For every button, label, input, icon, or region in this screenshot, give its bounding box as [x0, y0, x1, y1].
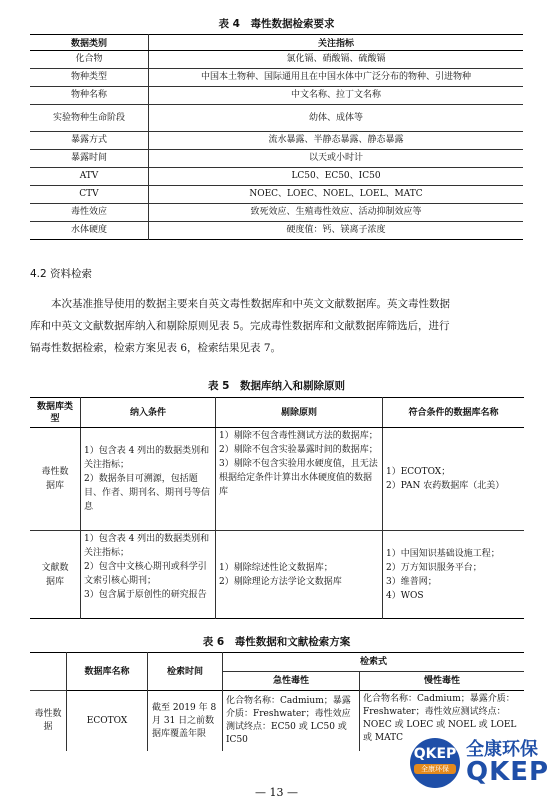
list-item-text: 1）剔除综述性论文数据库；: [219, 562, 333, 573]
table4-cell: 流水暴露、半静态暴露、静态暴露: [149, 132, 524, 150]
list-item: [219, 561, 379, 575]
list-item-text: 1）包含表 4 列出的数据类别和关注指标；: [84, 446, 210, 470]
section-heading: 4.2 资料检索: [30, 268, 93, 280]
list-item: [84, 444, 212, 472]
table5-caption: 表 5 数据库纳入和剔除原则: [208, 380, 345, 392]
table6-time-cell: 截至 2019 年 8 月 31 日之前数据库覆盖年限: [148, 691, 223, 752]
table4-cell: LC50、EC50、IC50: [149, 168, 524, 186]
list-item: [386, 561, 521, 575]
logo-chinese-text: 全康环保: [466, 739, 538, 760]
table5-header-names: 符合条件的数据库名称: [383, 398, 525, 428]
table4-cell: 暴露时间: [30, 150, 149, 168]
list-item: [84, 560, 212, 588]
table4-cell: 化合物: [30, 51, 149, 69]
qkep-logo: [410, 735, 553, 790]
table4-cell: 氯化镉、硝酸镉、硫酸镉: [149, 51, 524, 69]
table6-header-empty: [30, 653, 67, 691]
table4: [30, 34, 523, 240]
table4-cell: ATV: [30, 168, 149, 186]
table-row: [30, 168, 523, 186]
table4-cell: 中文名称、拉丁文名称: [149, 87, 524, 105]
table5-type-cell: 毒性数据库: [30, 428, 81, 531]
table-row: [30, 428, 524, 531]
table4-cell: 暴露方式: [30, 132, 149, 150]
logo-english-text: QKEP: [466, 757, 550, 787]
table5-exclude-cell: [216, 531, 383, 619]
logo-badge-text: QKEP: [413, 746, 457, 762]
table6-header-db: 数据库名称: [67, 653, 148, 691]
list-item: [84, 472, 212, 514]
list-item-text: 2）PAN 农药数据库（北美）: [386, 481, 505, 491]
logo-badge-subtext: 全康环保: [414, 764, 456, 774]
paragraph-line-2: 库和中英文文献数据库纳入和剔除原则见表 5。完成毒性数据库和文献数据库筛选后，进行: [30, 320, 450, 332]
list-item: [84, 532, 212, 560]
table5-type-cell: 文献数据库: [30, 531, 81, 619]
list-item: [386, 479, 521, 493]
list-item-text: 2）数据条目可溯源，包括题目、作者、期刊名、期刊号等信息: [84, 474, 211, 512]
list-item-text: 2）万方知识服务平台；: [386, 562, 482, 573]
table6-header-acute: 急性毒性: [223, 672, 360, 691]
table6-header-time: 检索时间: [148, 653, 223, 691]
list-item: [386, 575, 521, 589]
list-item: [219, 443, 379, 457]
table6-caption: 表 6 毒性数据和文献检索方案: [202, 636, 351, 648]
table-row: [30, 204, 523, 222]
table-row: [30, 105, 523, 132]
table4-cell: 以天或小时计: [149, 150, 524, 168]
table5-include-cell: [81, 531, 216, 619]
table4-header-category: 数据类别: [30, 35, 149, 51]
list-item: [386, 465, 521, 479]
table4-cell: 实验物种生命阶段: [30, 105, 149, 132]
table5-header-include: 纳入条件: [81, 398, 216, 428]
table5-names-cell: [383, 531, 525, 619]
table5-exclude-cell: [216, 428, 383, 531]
list-item: [219, 429, 379, 443]
table-row: [30, 531, 524, 619]
page-number: — 13 —: [255, 786, 298, 799]
table6-category-cell: 毒性数据: [30, 691, 67, 752]
list-item-text: 1）ECOTOX；: [386, 467, 451, 477]
list-item-text: 2）剔除理论方法学论文数据库: [219, 576, 342, 587]
paragraph-line-1: 本次基准推导使用的数据主要来自英文毒性数据库和中英文文献数据库。英文毒性数据: [51, 298, 450, 310]
list-item-text: 1）包含表 4 列出的数据类别和关注指标；: [84, 534, 210, 558]
list-item-text: 3）维普网；: [386, 576, 437, 587]
list-item-text: 4）WOS: [386, 590, 424, 601]
table5-include-cell: [81, 428, 216, 531]
list-item-text: 3）剔除不包含实验用水硬度值，且无法根据给定条件计算出水体硬度值的数据库: [219, 459, 378, 497]
table4-cell: 幼体、成体等: [149, 105, 524, 132]
table4-cell: 硬度值：钙、镁离子浓度: [149, 222, 524, 240]
table6-acute-cell: 化合物名称：Cadmium；暴露介质：Freshwater；毒性效应测试终点：EC50 或 LC50 或 IC50: [223, 691, 360, 752]
list-item-text: 2）剔除不包含实验暴露时间的数据库；: [219, 445, 378, 455]
list-item-text: 1）中国知识基础设施工程；: [386, 548, 500, 559]
table4-cell: 毒性效应: [30, 204, 149, 222]
list-item: [84, 588, 212, 602]
list-item: [219, 457, 379, 499]
table6-chronic-cell: 化合物名称：Cadmium；暴露介质：Freshwater；毒性效应测试终点：NOEC 或 LOEC 或 NOEL 或 LOEL 或 MATC: [360, 691, 525, 752]
table5-header-type: 数据库类型: [30, 398, 81, 428]
table-row: [30, 69, 523, 87]
list-item-text: 1）剔除不包含毒性测试方法的数据库；: [219, 431, 378, 441]
table4-cell: CTV: [30, 186, 149, 204]
list-item: [219, 575, 379, 589]
table-row: [30, 132, 523, 150]
table6-header-query: 检索式: [223, 653, 525, 672]
table4-cell: 水体硬度: [30, 222, 149, 240]
table5-names-cell: [383, 428, 525, 531]
qkep-badge-icon: [410, 738, 460, 788]
list-item-text: 2）包含中文核心期刊或科学引文索引核心期刊；: [84, 562, 207, 586]
table-row: [30, 222, 523, 240]
list-item: [386, 589, 521, 603]
table5-header-exclude: 剔除原则: [216, 398, 383, 428]
paragraph-line-3: 镉毒性数据检索，检索方案见表 6，检索结果见表 7。: [30, 342, 282, 354]
list-item-text: 3）包含属于原创性的研究报告: [84, 590, 207, 600]
table4-cell: 致死效应、生殖毒性效应、活动抑制效应等: [149, 204, 524, 222]
table-row: [30, 87, 523, 105]
table6-header-chronic: 慢性毒性: [423, 676, 460, 686]
table-row: [30, 150, 523, 168]
table-row: [30, 186, 523, 204]
table4-cell: 中国本土物种、国际通用且在中国水体中广泛分布的物种、引进物种: [149, 69, 524, 87]
table4-header-indicator: 关注指标: [149, 35, 524, 51]
table4-cell: NOEC、LOEC、NOEL、LOEL、MATC: [149, 186, 524, 204]
table5: [30, 397, 524, 619]
table4-cell: 物种名称: [30, 87, 149, 105]
table6-db-cell: ECOTOX: [67, 691, 148, 752]
list-item: [386, 547, 521, 561]
table4-cell: 物种类型: [30, 69, 149, 87]
table4-caption: 表 4 毒性数据检索要求: [218, 18, 335, 30]
table-row: [30, 51, 523, 69]
